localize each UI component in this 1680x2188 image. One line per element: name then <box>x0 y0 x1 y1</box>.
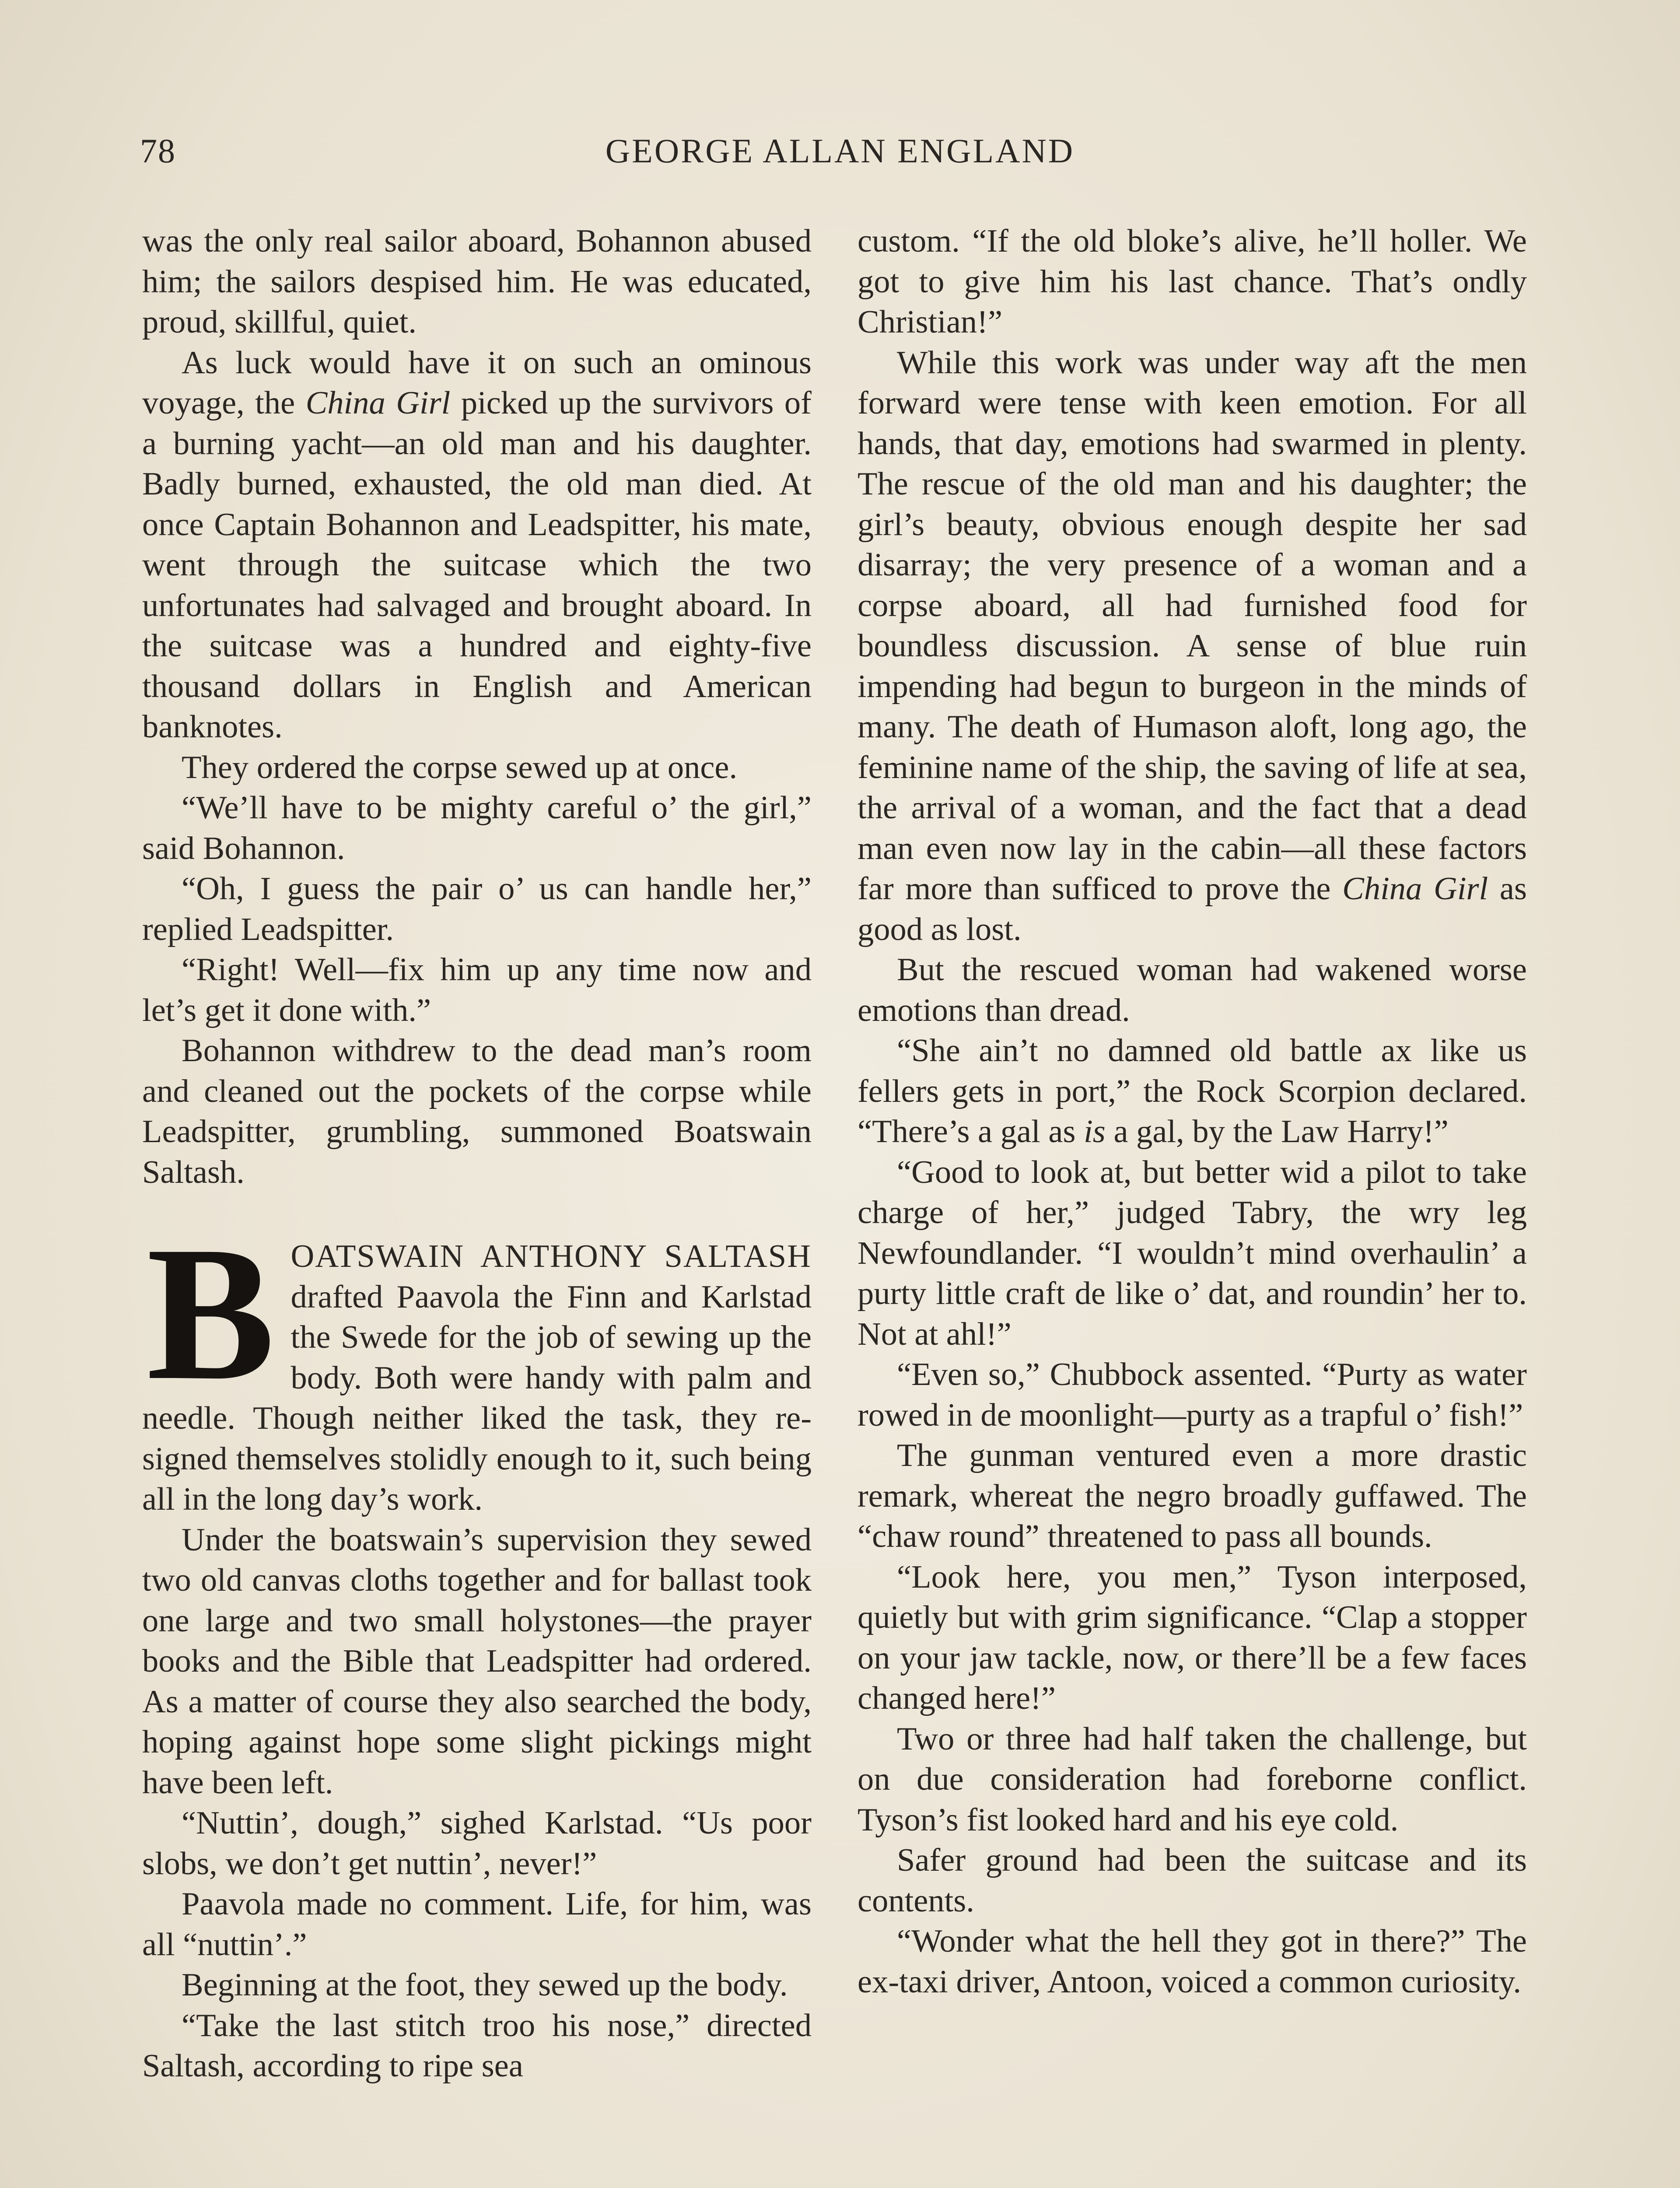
paragraph: “Even so,” Chubbock assented. “Purty as water rowed in de moonlight—purty as a trapful o’ fish!” <box>858 1357 1527 1433</box>
drop-cap: B <box>147 1207 275 1420</box>
left-column <box>142 221 812 2086</box>
running-title: GEORGE ALLAN ENGLAND <box>605 132 1075 170</box>
paragraph: “Oh, I guess the pair o’ us can handle her,” replied Leadspitter. <box>142 871 812 947</box>
paragraph: They ordered the corpse sewed up at once. <box>182 749 738 785</box>
section-lead: OATSWAIN ANTHONY SALTASH <box>290 1238 812 1274</box>
paragraph: BOATSWAIN ANTHONY SALTASH drafted Paavola the Finn and Karlstad the Swede for the job of sewing up the body. Both were handy with palm and needle. Though neither liked the task, they resigned themselves stolidly enough to it, such being all in the long day’s work. <box>142 1207 812 1517</box>
paragraph: “Wonder what the hell they got in there?” The ex-taxi driver, Antoon, voiced a common curiosity. <box>858 1923 1527 2000</box>
right-column <box>858 221 1527 2002</box>
paragraph: custom. “If the old bloke’s alive, he’ll holler. We got to give him his last chance. That’s ondly Christian!” <box>858 223 1527 340</box>
paragraph: “Right! Well—fix him up any time now and let’s get it done with.” <box>142 952 812 1028</box>
paragraph: The gunman ventured even a more drastic remark, whereat the negro broadly guffawed. The “chaw round” threatened to pass all bounds. <box>858 1438 1527 1554</box>
page-number: 78 <box>140 132 176 170</box>
paragraph: Bohannon withdrew to the dead man’s room and cleaned out the pockets of the corpse while Leadspitter, grumbling, summoned Boatswain Saltash. <box>142 1033 812 1190</box>
paragraph: Two or three had half taken the challenge, but on due consideration had foreborne conflict. Tyson’s fist looked hard and his eye cold. <box>858 1721 1527 1838</box>
paragraph: “She ain’t no damned old battle ax like us fellers gets in port,” the Rock Scorpion declared. “There’s a gal as is a gal, by the Law Harry!” <box>858 1033 1527 1150</box>
paragraph: Safer ground had been the suitcase and its contents. <box>858 1842 1527 1919</box>
paragraph: As luck would have it on such an ominous voyage, the China Girl picked up the survivors of a burning yacht—an old man and his daughter. Badly burned, exhausted, the old man died. At once Captain Bohannon and Leadspitter, his mate, went through the suitcase which the two unfortunates had salvaged and brought aboard. In the suitcase was a hundred and eighty-five thousand dollars in English and American banknotes. <box>142 344 812 745</box>
paragraph: Paavola made no comment. Life, for him, was all “nuttin’.” <box>142 1886 812 1963</box>
paragraph: was the only real sailor aboard, Bohannon abused him; the sailors despised him. He was educated, proud, skillful, quiet. <box>142 223 812 340</box>
paragraph: “We’ll have to be mighty careful o’ the girl,” said Bohannon. <box>142 790 812 866</box>
page-header <box>140 131 1540 179</box>
paragraph: “Look here, you men,” Tyson interposed, quietly but with grim significance. “Clap a stopper on your jaw tackle, now, or there’ll be a few faces changed here!” <box>858 1559 1527 1716</box>
paragraph: “Good to look at, but better wid a pilot to take charge of her,” judged Tabry, the wry leg Newfoundlander. “I wouldn’t mind overhaulin’ a purty little craft de like o’ dat, and roundin’ her to. Not at ahl!” <box>858 1154 1527 1352</box>
ship-name: China Girl <box>1342 871 1488 907</box>
paragraph: “Nuttin’, dough,” sighed Karlstad. “Us poor slobs, we don’t get nuttin’, never!” <box>142 1805 812 1882</box>
ship-name: China Girl <box>305 385 451 421</box>
paragraph: While this work was under way aft the men forward were tense with keen emotion. For all hands, that day, emotions had swarmed in plenty. The rescue of the old man and his daughter; the girl’s beauty, obvious enough despite her sad disarray; the very presence of a woman and a corpse aboard, all had furnished food for boundless discussion. A sense of blue ruin impending had begun to burgeon in the minds of many. The death of Humason aloft, long ago, the feminine name of the ship, the saving of life at sea, the arrival of a woman, and the fact that a dead man even now lay in the cabin—all these factors far more than sufficed to prove the China Girl as good as lost. <box>858 344 1527 947</box>
paragraph: But the rescued woman had wakened worse emotions than dread. <box>858 952 1527 1028</box>
section-break <box>142 1207 812 1520</box>
paragraph: “Take the last stitch troo his nose,” directed Saltash, according to ripe sea <box>142 2007 812 2084</box>
paragraph: Under the boatswain’s supervision they sewed two old canvas cloths together and for ballast took one large and two small holystones—the prayer books and the Bible that Leadspitter had ordered. As a matter of course they also searched the body, hoping against hope some slight pickings might have been left. <box>142 1522 812 1801</box>
paragraph: Beginning at the foot, they sewed up the body. <box>182 1967 788 2003</box>
